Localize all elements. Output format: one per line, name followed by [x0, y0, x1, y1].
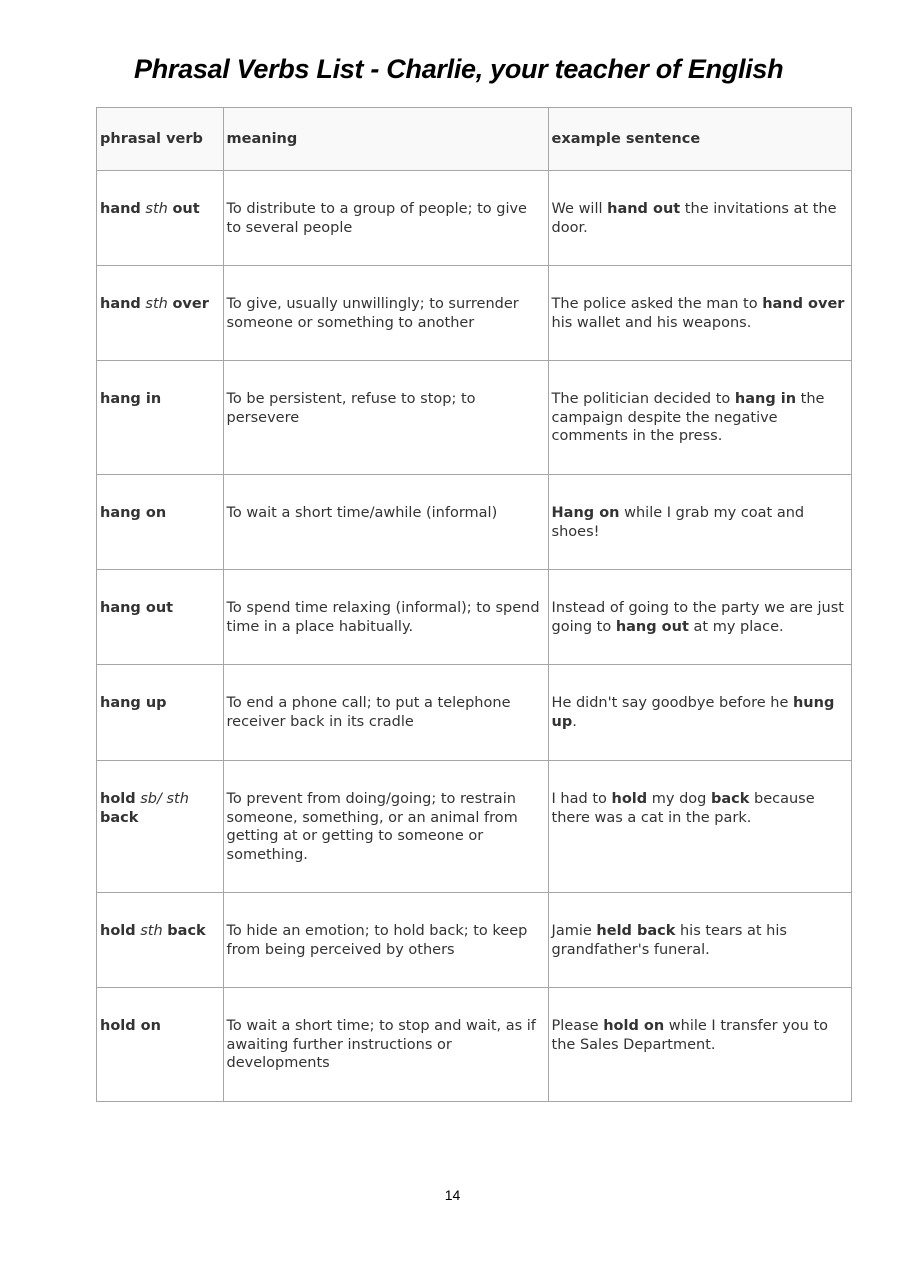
- cell-phrasal-verb: [97, 570, 224, 665]
- example-sentence-text: [552, 475, 848, 541]
- bold-text: hang in: [100, 391, 162, 407]
- text-run: We will: [551, 201, 608, 217]
- bold-text: hand out: [607, 201, 681, 217]
- example-sentence-text: [552, 266, 848, 332]
- italic-text: sth: [140, 923, 163, 939]
- document-title: Phrasal Verbs List - Charlie, your teacher of English: [134, 54, 784, 84]
- bold-text: held back: [596, 923, 676, 939]
- cell-phrasal-verb: [97, 475, 224, 570]
- text-run: The police asked the man to: [551, 296, 763, 312]
- table-row: [97, 361, 852, 475]
- bold-text: hang up: [100, 695, 167, 711]
- cell-phrasal-verb: [97, 665, 224, 761]
- page-number: 14: [444, 1187, 461, 1203]
- example-sentence-text: [552, 570, 848, 636]
- cell-meaning: [223, 988, 548, 1102]
- italic-text: sth: [145, 296, 168, 312]
- bold-text: hold on: [603, 1018, 665, 1034]
- bold-text: hold: [100, 923, 136, 939]
- example-sentence-text: [552, 761, 848, 827]
- bold-text: back: [167, 923, 206, 939]
- cell-example-sentence: [548, 266, 851, 361]
- cell-example-sentence: [548, 475, 851, 570]
- table-row: [97, 266, 852, 361]
- text-run: .: [572, 713, 577, 730]
- phrasal-verb-text: [100, 361, 220, 409]
- cell-meaning: [223, 893, 548, 988]
- header-phrasal-verb: phrasal verb: [97, 108, 224, 171]
- text-run: his wallet and his weapons.: [551, 314, 752, 331]
- bold-text: hold: [100, 791, 136, 807]
- header-row: [97, 108, 852, 171]
- bold-text: Hang on: [551, 505, 620, 521]
- text-run: at my place.: [688, 618, 784, 635]
- cell-example-sentence: [548, 665, 851, 761]
- text-run: the invitations at the door.: [551, 201, 837, 236]
- cell-phrasal-verb: [97, 893, 224, 988]
- bold-text: hand over: [762, 296, 845, 312]
- bold-text: out: [172, 201, 200, 217]
- italic-text: sb/ sth: [140, 791, 189, 807]
- meaning-text: To wait a short time/awhile (informal): [226, 505, 498, 521]
- cell-example-sentence: [548, 988, 851, 1102]
- cell-phrasal-verb: [97, 171, 224, 266]
- cell-example-sentence: [548, 361, 851, 475]
- text-run: Instead of going to the party we are just going to: [551, 600, 844, 635]
- cell-meaning: [223, 665, 548, 761]
- phrasal-verb-text: [100, 665, 220, 713]
- phrasal-verb-text: [100, 893, 220, 941]
- table-row: [97, 475, 852, 570]
- meaning-text: To end a phone call; to put a telephone receiver back in its cradle: [226, 695, 511, 730]
- cell-example-sentence: [548, 761, 851, 893]
- cell-meaning: [223, 475, 548, 570]
- text-run: Jamie: [551, 923, 597, 939]
- text-run: while I transfer you to the Sales Department.: [551, 1018, 828, 1053]
- text-run: He didn't say goodbye before he: [551, 695, 793, 711]
- cell-example-sentence: [548, 893, 851, 988]
- text-run: The politician decided to: [551, 391, 735, 407]
- meaning-text: To wait a short time; to stop and wait, as if awaiting further instructions or developments: [226, 1018, 536, 1071]
- header-example-sentence: example sentence: [548, 108, 851, 171]
- example-sentence-text: [552, 893, 848, 959]
- bold-text: hung up: [551, 695, 835, 730]
- text-run: while I grab my coat and shoes!: [551, 505, 805, 540]
- bold-text: hang on: [100, 505, 167, 521]
- cell-meaning: [223, 266, 548, 361]
- meaning-text: To spend time relaxing (informal); to spend time in a place habitually.: [226, 600, 540, 635]
- cell-phrasal-verb: [97, 361, 224, 475]
- cell-meaning: [223, 361, 548, 475]
- cell-phrasal-verb: [97, 266, 224, 361]
- table-body: [97, 171, 852, 1102]
- cell-example-sentence: [548, 570, 851, 665]
- table-row: [97, 988, 852, 1102]
- cell-phrasal-verb: [97, 988, 224, 1102]
- text-run: I had to: [551, 791, 612, 807]
- meaning-text: To hide an emotion; to hold back; to keep from being perceived by others: [226, 923, 528, 958]
- meaning-text: To distribute to a group of people; to give to several people: [226, 201, 527, 236]
- bold-text: hand: [100, 201, 141, 217]
- cell-meaning: [223, 761, 548, 893]
- meaning-text: To prevent from doing/going; to restrain someone, something, or an animal from getting at or getting to someone or something.: [226, 791, 518, 863]
- table-row: [97, 171, 852, 266]
- example-sentence-text: [552, 665, 848, 731]
- text-run: Please: [551, 1018, 604, 1034]
- cell-meaning: [223, 171, 548, 266]
- bold-text: hold: [611, 791, 648, 807]
- text-run: the campaign despite the negative comments in the press.: [551, 391, 825, 444]
- example-sentence-text: [552, 171, 848, 237]
- table-row: [97, 761, 852, 893]
- meaning-text: To give, usually unwillingly; to surrender someone or something to another: [226, 296, 519, 331]
- meaning-text: To be persistent, refuse to stop; to persevere: [226, 391, 476, 426]
- cell-example-sentence: [548, 171, 851, 266]
- bold-text: over: [172, 296, 209, 312]
- cell-phrasal-verb: [97, 761, 224, 893]
- table-row: [97, 570, 852, 665]
- phrasal-verb-text: [100, 475, 220, 523]
- table-row: [97, 665, 852, 761]
- bold-text: hand: [100, 296, 141, 312]
- bold-text: hang out: [100, 600, 174, 616]
- phrasal-verb-text: [100, 570, 220, 618]
- cell-meaning: [223, 570, 548, 665]
- phrasal-verb-text: [100, 761, 220, 827]
- table-row: [97, 893, 852, 988]
- italic-text: sth: [145, 201, 168, 217]
- bold-text: back: [710, 791, 750, 807]
- phrasal-verb-text: [100, 266, 220, 314]
- phrasal-verb-text: [100, 171, 220, 219]
- phrasal-verbs-table: [96, 107, 852, 1102]
- table-header: [97, 108, 852, 171]
- bold-text: hang out: [615, 618, 689, 635]
- phrasal-verb-text: [100, 988, 220, 1036]
- text-run: his tears at his grandfather's funeral.: [551, 923, 787, 958]
- bold-text: back: [100, 809, 139, 826]
- example-sentence-text: [552, 988, 848, 1054]
- example-sentence-text: [552, 361, 848, 446]
- text-run: my dog: [647, 791, 711, 807]
- bold-text: hang in: [734, 391, 797, 407]
- bold-text: hold on: [100, 1018, 161, 1034]
- header-meaning: meaning: [223, 108, 548, 171]
- text-run: because there was a cat in the park.: [551, 791, 815, 826]
